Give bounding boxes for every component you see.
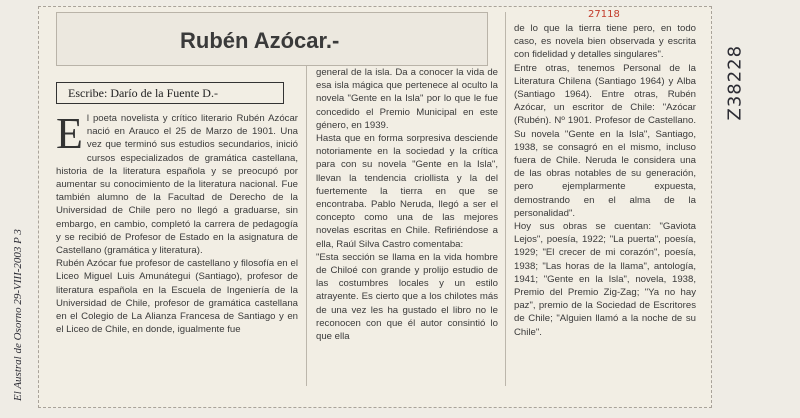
column-divider <box>505 12 506 386</box>
handwritten-margin-note <box>10 229 26 405</box>
article-column-3 <box>514 22 696 382</box>
article-column-1 <box>56 112 298 382</box>
drop-cap: E <box>56 112 83 158</box>
paragraph: de lo que la tierra tiene pero, en todo caso, es novela bien observada y escrita con fidelidad y detalles singulares". <box>514 23 696 61</box>
paragraph: Hoy sus obras se cuentan: "Gaviota Lejos", poesía, 1922; "La puerta", poesía, 1929; "El crecer de mi corazón", poesía, 1938; "Las horas de la llama", antología, 1941; "Gente en la Isla", novela, 1938, Premio del Premio Zig-Zag; "Ya no hay paz", premio de la Sociedad de Escritores de Chile; "Alguien llamó a la noche de su Chile". <box>514 221 696 338</box>
paragraph: Entre otras, tenemos Personal de la Literatura Chilena (Santiago 1964) y Alba (Santiago 1964). Entre otras, Rubén Azócar, un escritor de Chile: "Azócar (Rubén). Nº 1901. Profesor de Castellano. Su novela "Gente en la Isla", Santiago, 1938, se consagró en el mismo, incluso fuera de Chile. Neruda le considera una de las obras notables de su generación, pero ejemplarmente expuesta, demostrando en el alma de la personalidad". <box>514 62 696 219</box>
paragraph: Hasta que en forma sorpresiva desciende notoriamente en la sociedad y la crítica para con su novela "Gente en la Isla", llevan la tendencia criollista y la del fuertemente la tierra en que se encontraba. Pablo Neruda, llegó a ser el concepto como una de las mejores novelas escritas en Chile. Refiriéndose a ella, Raúl Silva Castro comentaba: <box>316 133 498 250</box>
paragraph: Rubén Azócar fue profesor de castellano y filosofía en el Liceo Miguel Luis Amunátegui (Santiago), profesor de literatura española en la Escuela de Ingeniería de la Universidad de Chile, profesor de gramática castellana en el Colegio de La Alianza Francesa de Santiago y en el Liceo de Chile, en donde, igualmente fue <box>56 258 298 336</box>
margin-note-text: El Austral de Osorno 29-VIII-2003 P 3 <box>12 229 24 401</box>
paragraph: general de la isla. Da a conocer la vida de esa isla mágica que pertenece al oculto la novela "Gente en la Isla" por lo que le fue concedido el Premio Municipal en este género, en 1939. <box>316 67 498 131</box>
paragraph: "Esta sección se llama en la vida hombre de Chiloé con grande y prolijo estudio de las costumbres locales y un estilo atrayente. Es cierto que a los chilotes más de una vez les ha gustado el libro no le reconocen con que él autor consintió lo que ella <box>316 251 498 343</box>
article-column-2 <box>316 66 498 382</box>
paragraph: l poeta novelista y crítico literario Rubén Azócar nació en Arauco el 25 de Marzo de 1901. Una vez que terminó sus estudios secundarios, inició cursos especializados de gramática castellana, historia de la literatura española y se preocupó por aumentar su conocimiento de la literatura nacional. Fue también alumno de la Facultad de Derecho de la Universidad de Chile pero no llegó a graduarse, sin embargo, en cambio, completó la carrera de pedagogía y se recibió de Profesor de Estado en la asignatura de Castellano (gramática y literatura). <box>56 113 298 257</box>
handwritten-id-text: Z38228 <box>724 44 746 121</box>
red-stamp-number: 27118 <box>588 9 620 20</box>
column-divider <box>306 66 307 386</box>
headline: Rubén Azócar.- <box>180 28 340 53</box>
byline: Escribe: Darío de la Fuente D.- <box>68 86 218 100</box>
handwritten-id <box>715 18 755 128</box>
